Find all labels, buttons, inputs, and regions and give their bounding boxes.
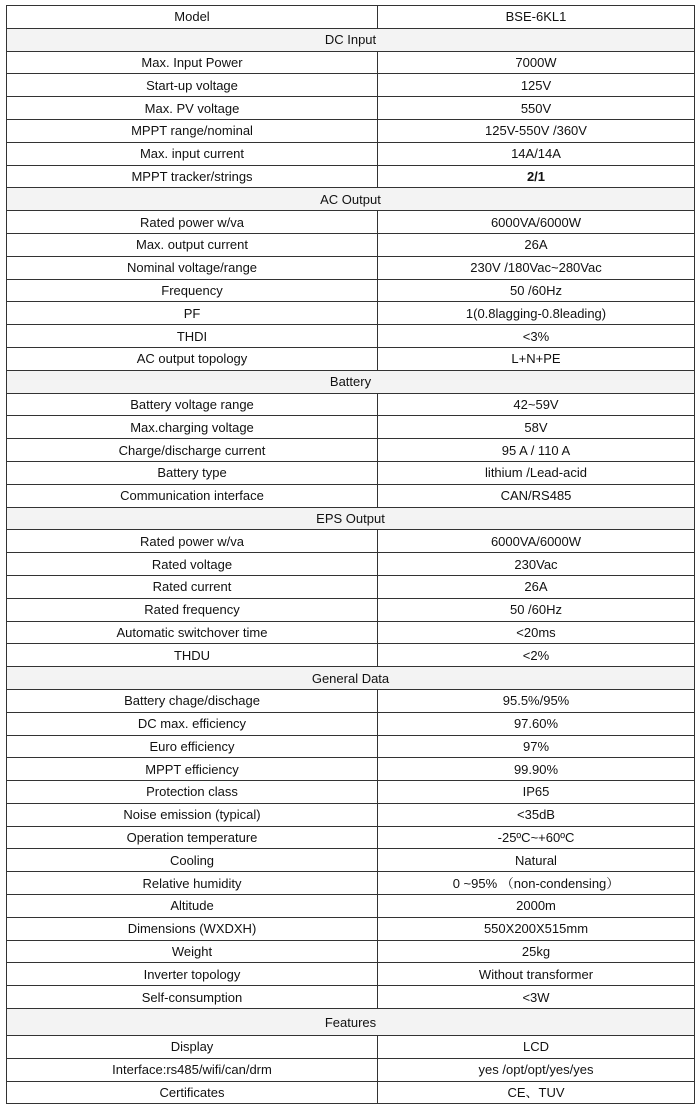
row-value: 14A/14A <box>378 142 695 165</box>
row-label: Frequency <box>7 279 378 302</box>
row-label: Noise emission (typical) <box>7 803 378 826</box>
table-row <box>7 530 695 553</box>
table-row <box>7 119 695 142</box>
table-row <box>7 917 695 940</box>
row-label: Weight <box>7 940 378 963</box>
table-row <box>7 211 695 234</box>
row-value: 25kg <box>378 940 695 963</box>
row-label: Automatic switchover time <box>7 621 378 644</box>
row-label: Max.charging voltage <box>7 416 378 439</box>
table-row <box>7 986 695 1009</box>
row-value: 125V <box>378 74 695 97</box>
row-label: Protection class <box>7 781 378 804</box>
row-value: <35dB <box>378 803 695 826</box>
section-header-row <box>7 28 695 51</box>
table-row <box>7 74 695 97</box>
table-row <box>7 1036 695 1059</box>
section-title-features: Features <box>7 1009 695 1036</box>
row-label: Battery type <box>7 461 378 484</box>
row-label: Nominal voltage/range <box>7 256 378 279</box>
table-row <box>7 233 695 256</box>
section-title-eps-output: EPS Output <box>7 507 695 530</box>
table-row <box>7 963 695 986</box>
row-value: yes /opt/opt/yes/yes <box>378 1058 695 1081</box>
row-label: Self-consumption <box>7 986 378 1009</box>
row-label: Inverter topology <box>7 963 378 986</box>
table-row <box>7 621 695 644</box>
table-row <box>7 553 695 576</box>
row-label: MPPT efficiency <box>7 758 378 781</box>
model-value: BSE-6KL1 <box>378 6 695 29</box>
row-label: THDI <box>7 325 378 348</box>
table-row <box>7 142 695 165</box>
section-header-row <box>7 667 695 690</box>
table-row <box>7 781 695 804</box>
table-row <box>7 735 695 758</box>
row-value: 26A <box>378 233 695 256</box>
row-label: Max. PV voltage <box>7 97 378 120</box>
row-value: 58V <box>378 416 695 439</box>
row-label: Communication interface <box>7 484 378 507</box>
row-value: CAN/RS485 <box>378 484 695 507</box>
table-row <box>7 895 695 918</box>
row-label: Display <box>7 1036 378 1059</box>
row-value: 97% <box>378 735 695 758</box>
table-row <box>7 1058 695 1081</box>
row-value: 2/1 <box>378 165 695 188</box>
row-value: 42~59V <box>378 393 695 416</box>
row-label: Battery voltage range <box>7 393 378 416</box>
section-header-row <box>7 188 695 211</box>
table-row <box>7 940 695 963</box>
row-value: 97.60% <box>378 712 695 735</box>
section-title-dc-input: DC Input <box>7 28 695 51</box>
row-label: Relative humidity <box>7 872 378 895</box>
table-row <box>7 484 695 507</box>
row-value: 95 A / 110 A <box>378 439 695 462</box>
row-value: lithium /Lead-acid <box>378 461 695 484</box>
row-label: Operation temperature <box>7 826 378 849</box>
row-label: THDU <box>7 644 378 667</box>
row-label: PF <box>7 302 378 325</box>
row-label: MPPT range/nominal <box>7 119 378 142</box>
row-label: Interface:rs485/wifi/can/drm <box>7 1058 378 1081</box>
table-row <box>7 644 695 667</box>
row-value: LCD <box>378 1036 695 1059</box>
table-row <box>7 416 695 439</box>
table-row <box>7 758 695 781</box>
row-label: MPPT tracker/strings <box>7 165 378 188</box>
table-row <box>7 803 695 826</box>
row-value: <20ms <box>378 621 695 644</box>
row-value: -25ºC~+60ºC <box>378 826 695 849</box>
row-value: 99.90% <box>378 758 695 781</box>
row-label: Start-up voltage <box>7 74 378 97</box>
row-label: Dimensions (WXDXH) <box>7 917 378 940</box>
section-header-row <box>7 370 695 393</box>
row-value: <2% <box>378 644 695 667</box>
row-value: 7000W <box>378 51 695 74</box>
section-header-row <box>7 507 695 530</box>
table-row <box>7 97 695 120</box>
row-value: 230V /180Vac~280Vac <box>378 256 695 279</box>
row-value: 26A <box>378 575 695 598</box>
table-row <box>7 439 695 462</box>
row-label: Max. input current <box>7 142 378 165</box>
table-row <box>7 51 695 74</box>
table-row <box>7 575 695 598</box>
table-row <box>7 598 695 621</box>
section-title-ac-output: AC Output <box>7 188 695 211</box>
table-row <box>7 712 695 735</box>
row-value: L+N+PE <box>378 347 695 370</box>
table-row <box>7 1081 695 1104</box>
row-value: 230Vac <box>378 553 695 576</box>
table-row <box>7 302 695 325</box>
table-row <box>7 393 695 416</box>
row-label: Charge/discharge current <box>7 439 378 462</box>
row-value: 550X200X515mm <box>378 917 695 940</box>
row-value: 50 /60Hz <box>378 598 695 621</box>
row-label: Altitude <box>7 895 378 918</box>
row-value: 550V <box>378 97 695 120</box>
table-row <box>7 689 695 712</box>
row-value: <3% <box>378 325 695 348</box>
row-value: 50 /60Hz <box>378 279 695 302</box>
table-row <box>7 872 695 895</box>
row-label: Rated power w/va <box>7 530 378 553</box>
row-label: Rated frequency <box>7 598 378 621</box>
table-row <box>7 256 695 279</box>
row-label: Max. output current <box>7 233 378 256</box>
row-value: 0 ~95% （non-condensing） <box>378 872 695 895</box>
section-title-battery: Battery <box>7 370 695 393</box>
row-label: Max. Input Power <box>7 51 378 74</box>
row-label: Rated current <box>7 575 378 598</box>
row-label: Rated power w/va <box>7 211 378 234</box>
table-row <box>7 849 695 872</box>
row-value: 125V-550V /360V <box>378 119 695 142</box>
row-value: 6000VA/6000W <box>378 530 695 553</box>
model-label: Model <box>7 6 378 29</box>
section-header-row <box>7 1009 695 1036</box>
table-row <box>7 279 695 302</box>
row-value: 2000m <box>378 895 695 918</box>
row-label: AC output topology <box>7 347 378 370</box>
row-label: Cooling <box>7 849 378 872</box>
row-value: IP65 <box>378 781 695 804</box>
table-row <box>7 347 695 370</box>
row-label: DC max. efficiency <box>7 712 378 735</box>
table-row <box>7 461 695 484</box>
spec-table <box>6 5 695 1104</box>
table-row <box>7 826 695 849</box>
row-value: <3W <box>378 986 695 1009</box>
row-value: CE、TUV <box>378 1081 695 1104</box>
row-value: Natural <box>378 849 695 872</box>
row-value: 95.5%/95% <box>378 689 695 712</box>
section-title-general-data: General Data <box>7 667 695 690</box>
row-value: 1(0.8lagging-0.8leading) <box>378 302 695 325</box>
table-row <box>7 165 695 188</box>
row-label: Euro efficiency <box>7 735 378 758</box>
row-value: 6000VA/6000W <box>378 211 695 234</box>
table-row <box>7 6 695 29</box>
row-value: Without transformer <box>378 963 695 986</box>
row-label: Battery chage/dischage <box>7 689 378 712</box>
table-row <box>7 325 695 348</box>
row-label: Certificates <box>7 1081 378 1104</box>
row-label: Rated voltage <box>7 553 378 576</box>
